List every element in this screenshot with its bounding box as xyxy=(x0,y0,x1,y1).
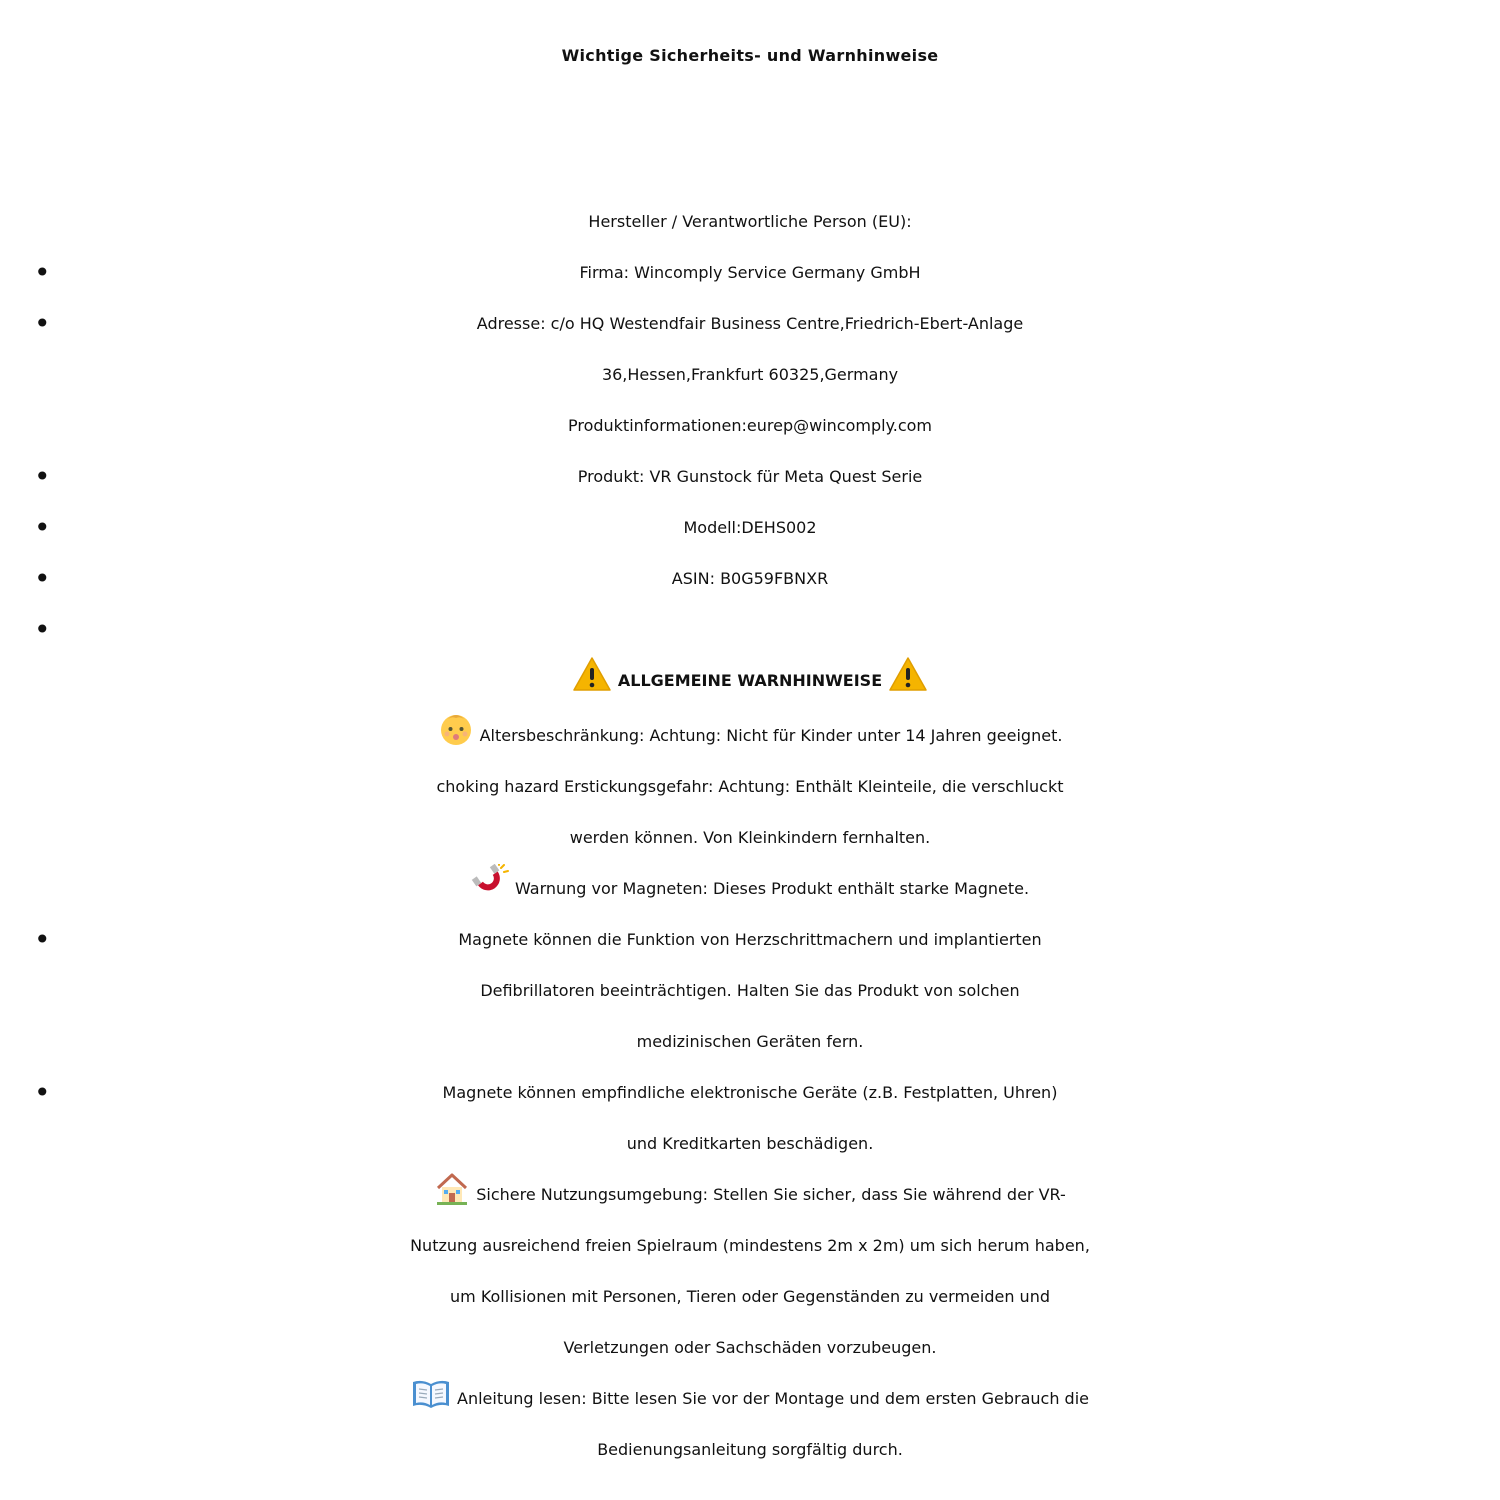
asin-line: ASIN: B0G59FBNXR xyxy=(671,569,829,588)
warnings-heading: ALLGEMEINE WARNHINWEISE xyxy=(617,671,883,690)
document-title: Wichtige Sicherheits- und Warnhinweise xyxy=(561,46,939,65)
product-line: Produkt: VR Gunstock für Meta Quest Serie xyxy=(577,467,923,486)
address-line-2: 36,Hessen,Frankfurt 60325,Germany xyxy=(601,365,899,384)
manual-text-line-2: Bedienungsanleitung sorgfältig durch. xyxy=(597,1440,903,1459)
bullet-marker: • xyxy=(34,256,51,289)
warning-sign-icon xyxy=(572,656,612,712)
bullet-marker: • xyxy=(34,613,51,646)
magnet-bullet-2-line-2: und Kreditkarten beschädigen. xyxy=(626,1134,874,1153)
choking-line-1: choking hazard Erstickungsgefahr: Achtung: Enthält Kleinteile, die verschluckt xyxy=(436,777,1064,796)
magnet-bullet-2-line-1: Magnete können empfindliche elektronische Geräte (z.B. Festplatten, Uhren) xyxy=(442,1083,1058,1102)
contact-line: Produktinformationen:eurep@wincomply.com xyxy=(567,416,933,435)
age-warning-text: Altersbeschränkung: Achtung: Nicht für Kinder unter 14 Jahren geeignet. xyxy=(479,726,1063,745)
address-line-1: Adresse: c/o HQ Westendfair Business Centre,Friedrich-Ebert-Anlage xyxy=(476,314,1024,333)
bullet-marker: • xyxy=(34,1076,51,1109)
bullet-marker: • xyxy=(34,511,51,544)
age-warning-row xyxy=(0,710,1500,767)
magnet-bullet-1-line-2: Defibrillatoren beeinträchtigen. Halten Sie das Produkt von solchen xyxy=(480,981,1020,1000)
choking-line-2: werden können. Von Kleinkindern fernhalten. xyxy=(569,828,931,847)
magnet-warning-row xyxy=(0,863,1500,920)
bullet-marker: • xyxy=(34,460,51,493)
environment-text-line-1: Sichere Nutzungsumgebung: Stellen Sie sicher, dass Sie während der VR- xyxy=(476,1185,1066,1204)
manual-row xyxy=(0,1373,1500,1430)
baby-face-icon xyxy=(438,711,474,767)
bullet-marker: • xyxy=(34,307,51,340)
bullet-marker: • xyxy=(34,923,51,956)
bullet-marker: • xyxy=(34,562,51,595)
magnet-bullet-1-line-3: medizinischen Geräten fern. xyxy=(636,1032,864,1051)
environment-text-line-4: Verletzungen oder Sachschäden vorzubeugen. xyxy=(563,1338,937,1357)
model-line: Modell:DEHS002 xyxy=(683,518,817,537)
magnet-warning-text: Warnung vor Magneten: Dieses Produkt enthält starke Magnete. xyxy=(514,879,1030,898)
environment-row xyxy=(0,1169,1500,1226)
magnet-icon xyxy=(471,864,509,920)
environment-text-line-2: Nutzung ausreichend freien Spielraum (mindestens 2m x 2m) um sich herum haben, xyxy=(410,1236,1090,1255)
warning-sign-icon xyxy=(888,656,928,712)
warnings-heading-row xyxy=(0,655,1500,712)
house-icon xyxy=(434,1170,470,1226)
open-book-icon xyxy=(411,1378,451,1430)
manufacturer-heading: Hersteller / Verantwortliche Person (EU): xyxy=(588,212,912,231)
manual-text-line-1: Anleitung lesen: Bitte lesen Sie vor der Montage und dem ersten Gebrauch die xyxy=(457,1389,1089,1408)
company-line: Firma: Wincomply Service Germany GmbH xyxy=(579,263,921,282)
magnet-bullet-1-line-1: Magnete können die Funktion von Herzschrittmachern und implantierten xyxy=(458,930,1042,949)
environment-text-line-3: um Kollisionen mit Personen, Tieren oder Gegenständen zu vermeiden und xyxy=(450,1287,1050,1306)
